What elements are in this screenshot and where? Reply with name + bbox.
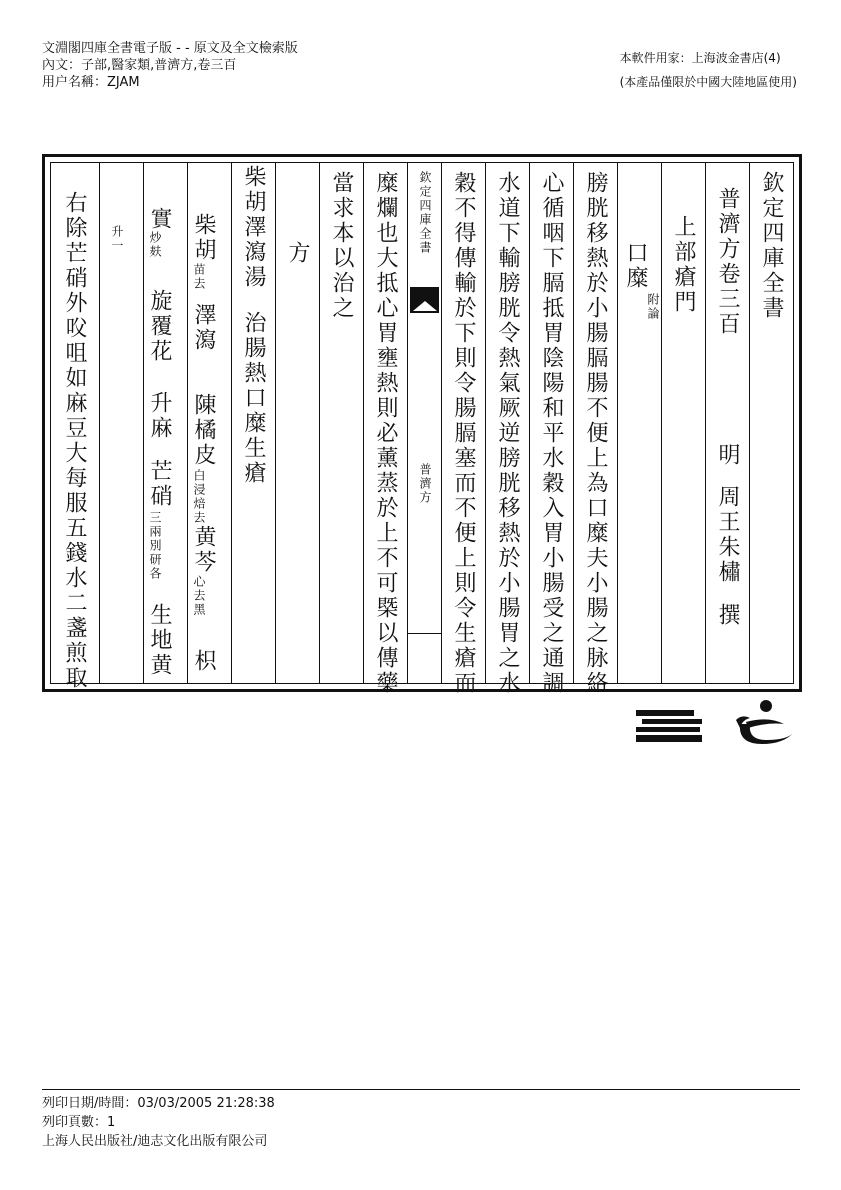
text-frame [42, 154, 802, 696]
header-content-path: 內文：子部,醫家類,普濟方,卷三百 [42, 58, 237, 73]
section-title: 上部瘡門 [671, 215, 696, 315]
dose-note: 升一 [110, 225, 124, 253]
column-recipe-title [231, 163, 275, 683]
column-topic [617, 163, 661, 683]
topic-note: 附論 [646, 293, 660, 321]
column-ingredients [187, 163, 231, 683]
publisher-line: 上海人民出版社/迪志文化出版有限公司 [42, 1134, 268, 1149]
topic-title: 口糜 [623, 241, 648, 291]
header-username: 用户名稱：ZJAM [42, 75, 140, 90]
print-datetime: 列印日期/時間：03/03/2005 21:28:38 [42, 1096, 275, 1111]
ingredient: 升麻 [147, 391, 172, 441]
ingredient: 澤瀉 [191, 303, 216, 353]
column-recipes-heading [275, 163, 319, 683]
brush-stroke-logo [732, 694, 802, 754]
ingredient-note: 白浸焙去 [192, 469, 206, 525]
ingredient: 旋覆花 [147, 289, 172, 364]
ingredient-note: 苗去 [192, 263, 206, 291]
text-column [319, 163, 363, 683]
column-volume [705, 163, 749, 683]
text-line: 心循咽下膈抵胃陰陽和平水穀入胃小腸受之通調 [539, 171, 564, 696]
header-title: 文淵閣四庫全書電子版 - - 原文及全文檢索版 [42, 41, 298, 56]
ingredient: 枳 [191, 649, 216, 674]
ingredient: 生地黄 [147, 603, 172, 678]
publisher-stripes-logo [636, 708, 706, 748]
recipe-indication: 治腸熱口糜生瘡 [241, 311, 266, 486]
column-section [661, 163, 705, 683]
header-licensee: 本軟件用家：上海波金書店(4) [619, 51, 781, 65]
center-margin-column [407, 163, 441, 683]
recipes-heading: 方 [285, 241, 310, 266]
text-column [363, 163, 407, 696]
center-book-title: 欽定四庫全書 [418, 171, 432, 255]
center-divider [408, 633, 441, 634]
recipe-name: 柴胡澤瀉湯 [241, 165, 266, 290]
author: 周王朱橚 [715, 485, 740, 585]
author-role: 撰 [715, 603, 740, 628]
ingredient-note: 三兩別研各 [148, 511, 162, 581]
text-frame-inner [50, 162, 794, 696]
ingredient: 實 [147, 207, 172, 232]
column-ingredients [143, 163, 187, 683]
footer [42, 1094, 275, 1151]
header-left [42, 40, 298, 91]
header-region-notice: (本產品僅限於中國大陸地區使用) [619, 75, 797, 89]
ingredient-note: 心去黑 [192, 575, 206, 617]
column-dose [99, 163, 143, 683]
header-right [620, 46, 797, 94]
text-column [485, 163, 529, 696]
volume-title: 普濟方卷三百 [715, 187, 740, 337]
ingredient: 柴胡 [191, 213, 216, 263]
footer-rule [42, 1089, 800, 1090]
text-line: 膀胱移熱於小腸膈腸不便上為口糜夫小腸之脉絡 [583, 171, 608, 696]
text-column [53, 163, 99, 691]
ingredient: 陳橘皮 [191, 393, 216, 468]
ingredient: 芒硝 [147, 459, 172, 509]
column-book-title [749, 163, 793, 683]
print-page-count: 列印頁數：1 [42, 1115, 116, 1130]
fishtail-mark [410, 287, 439, 313]
text-line: 當求本以治之 [329, 171, 354, 321]
text-line: 糜爛也大抵心胃壅熱則必薰蒸於上不可槩以傳藥 [373, 171, 398, 696]
ingredient: 黄芩 [191, 525, 216, 575]
text-column [441, 163, 485, 696]
text-line: 水道下輸膀胱令熱氣厥逆膀胱移熱於小腸胃之水 [495, 171, 520, 696]
center-book-name: 普濟方 [418, 463, 432, 505]
text-column [529, 163, 573, 696]
text-column [573, 163, 617, 696]
ingredient-note: 炒麸 [148, 231, 162, 259]
book-title: 欽定四庫全書 [759, 171, 784, 321]
text-line: 穀不得傳輸於下則令腸膈塞而不便上則令生瘡而 [451, 171, 476, 696]
text-line: 右除芒硝外㕮咀如麻豆大每服五錢水二盞煎取 [62, 191, 87, 691]
dynasty: 明 [715, 443, 740, 468]
